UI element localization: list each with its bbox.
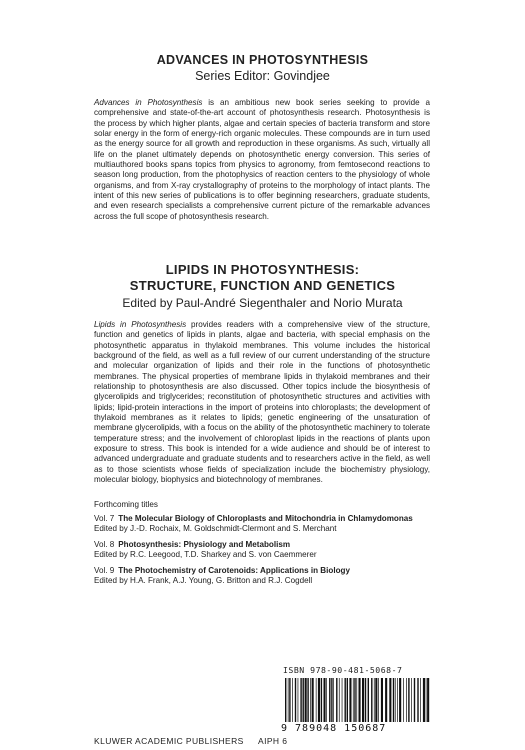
barcode-bar [321, 678, 322, 722]
volume-title: The Photochemistry of Carotenoids: Applications in Biology [118, 565, 350, 575]
barcode-bar [406, 678, 407, 722]
barcode-bar [349, 678, 351, 722]
volume-title: The Molecular Biology of Chloroplasts and Mitochondria in Chlamydomonas [118, 513, 413, 523]
forthcoming-volume [94, 540, 454, 561]
barcode-bar [397, 678, 398, 722]
volume-number: Vol. 8 [94, 539, 115, 549]
series-intro-paragraph [94, 98, 430, 222]
barcode-bar [381, 678, 383, 722]
barcode-bar [345, 678, 346, 722]
barcode-bar [385, 678, 387, 722]
barcode-bar [329, 678, 330, 722]
barcode-bar [305, 678, 307, 722]
barcode-bar [307, 678, 308, 722]
barcode-bar [289, 678, 290, 722]
barcode-bar [426, 678, 427, 722]
barcode-bar [371, 678, 372, 722]
barcode-bar [331, 678, 332, 722]
barcode-bar [354, 678, 355, 722]
barcode-bar [395, 678, 396, 722]
barcode-bar [423, 678, 425, 722]
volume-title: Photosynthesis: Physiology and Metabolism [118, 539, 291, 549]
volume-number: Vol. 7 [94, 513, 115, 523]
barcode-bar [378, 678, 379, 722]
barcode-bar [374, 678, 375, 722]
barcode-digits: 9 789048 150687 [281, 723, 387, 734]
barcode-bar [356, 678, 357, 722]
barcode-bar [411, 678, 412, 722]
forthcoming-volume [94, 566, 454, 587]
book-description-lead: Lipids in Photosynthesis [94, 320, 187, 329]
book-title-line-2: STRUCTURE, FUNCTION AND GENETICS [129, 278, 396, 293]
book-editors: Edited by Paul-André Siegenthaler and Norio Murata [122, 296, 403, 310]
barcode-bar [389, 678, 391, 722]
barcode-bar [312, 678, 314, 722]
barcode-bar [403, 678, 404, 722]
barcode-bar [300, 678, 301, 722]
barcode-bar [368, 678, 369, 722]
publisher-code: AIPH 6 [258, 736, 288, 746]
barcode-bar [375, 678, 377, 722]
volume-editors: Edited by R.C. Leegood, T.D. Sharkey and S. von Caemmerer [94, 550, 317, 559]
barcode-bar [326, 678, 327, 722]
barcode-bar [316, 678, 317, 722]
barcode-bar [285, 678, 286, 722]
barcode-bar [420, 678, 421, 722]
barcode-bar [359, 678, 361, 722]
book-title [0, 262, 525, 294]
barcode-bar [310, 678, 311, 722]
book-description-paragraph [94, 320, 430, 486]
barcode-bar [347, 678, 348, 722]
volume-editors: Edited by H.A. Frank, A.J. Young, G. Britton and R.J. Cogdell [94, 576, 313, 585]
volume-number: Vol. 9 [94, 565, 115, 575]
barcode-bar [336, 678, 337, 722]
barcode-bar [427, 678, 429, 722]
series-intro-lead: Advances in Photosynthesis [94, 98, 203, 107]
forthcoming-heading: Forthcoming titles [94, 500, 158, 509]
barcode-bar [414, 678, 415, 722]
barcode-bar [292, 678, 293, 722]
barcode [283, 678, 433, 722]
barcode-bar [295, 678, 296, 722]
barcode-bar [393, 678, 394, 722]
book-description-body: provides readers with a comprehensive view of the structure, function and genetics of lipids in plants, algae and bacteria, with special emphasis on the photosynthetic apparatus in thylakoid membranes. This volume includes the historical background of the field, as well as a full review of our current understanding of the structure and molecular organization of lipids and their role in the functions of photosynthetic membranes. The physical properties of membrane lipids in thylakoid membranes and their relationship to photosynthesis are also discussed. Other topics include the biosynthesis of glycerolipids and triglycerides; reconstitution of photosynthetic structures and activities with lipids; lipid-protein interactions in the import of proteins into chloroplasts; the development of thylakoid membranes as it relates to lipids; genetic engineering of the unsaturation of membrane glycerolipids, with a focus on the ability of the photosynthetic machinery to tolerate temperature stress; and the involvement of chloroplast lipids in the reactions of plants upon exposure to stress. This book is intended for a wide audience and should be of interest to advanced undergraduate and graduate students and to researchers active in the field, as well as to those scientists whose fields of specialization include the biochemistry physiology, molecular biology, biophysics and biotechnology of membranes. [94, 320, 430, 485]
series-title: ADVANCES IN PHOTOSYNTHESIS [156, 53, 369, 67]
forthcoming-volume [94, 514, 454, 535]
barcode-bar [399, 678, 401, 722]
barcode-bar [324, 678, 326, 722]
isbn-label: ISBN 978-90-481-5068-7 [283, 665, 403, 675]
barcode-bar [288, 678, 289, 722]
barcode-bar [318, 678, 320, 722]
forthcoming-titles [94, 500, 454, 587]
barcode-bar [298, 678, 299, 722]
publisher-name: KLUWER ACADEMIC PUBLISHERS [94, 736, 244, 746]
book-title-line-1: LIPIDS IN PHOTOSYNTHESIS: [165, 262, 360, 277]
barcode-bar [417, 678, 418, 722]
barcode-bar [353, 678, 354, 722]
series-editor: Series Editor: Govindjee [195, 69, 330, 83]
barcode-bar [303, 678, 304, 722]
barcode-bar [408, 678, 409, 722]
barcode-bar [342, 678, 343, 722]
volume-editors: Edited by J.-D. Rochaix, M. Goldschmidt-Clermont and S. Merchant [94, 524, 337, 533]
barcode-bar [362, 678, 364, 722]
barcode-bar [365, 678, 366, 722]
series-intro-body: is an ambitious new book series seeking to provide a comprehensive and state-of-the-art account of photosynthesis research. Photosynthesis is the process by which higher plants, algae and certain species of bacteria transform and store solar energy in the form of energy-rich organic molecules. These compounds are in turn used as the energy source for all growth and reproduction in these organisms. As such, virtually all life on the planet ultimately depends on photosynthetic energy conversion. This series of multiauthored books spans topics from physics to agronomy, from femtosecond reactions to season long production, from the photophysics of reaction centers to the physiology of whole organisms, and from X-ray crystallography of proteins to the morphology of intact plants. The intent of this new series of publications is to offer beginning researchers, graduate students, and even research specialists a comprehensive current picture of the remarkable advances across the full scope of photosynthesis research. [94, 98, 430, 221]
barcode-bar [333, 678, 334, 722]
barcode-bar [339, 678, 340, 722]
